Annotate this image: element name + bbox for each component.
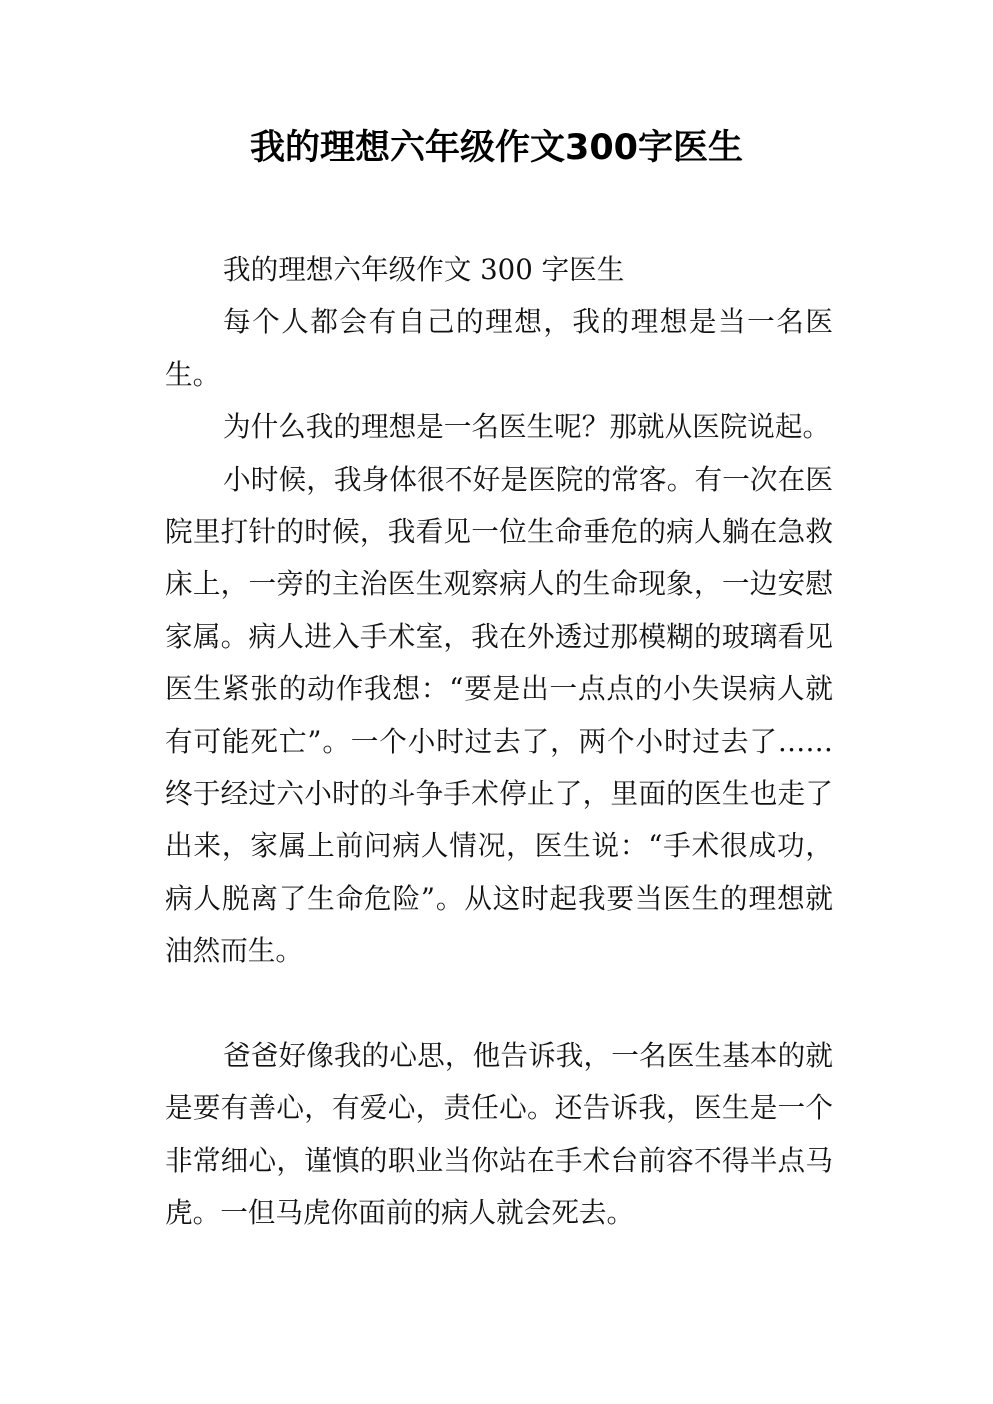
paragraph-question: 为什么我的理想是一名医生呢？那就从医院说起。 [223, 410, 831, 444]
paragraph-intro: 每个人都会有自己的理想，我的理想是当一名医生。 [165, 305, 833, 391]
paragraph-father-advice: 爸爸好像我的心思，他告诉我，一名医生基本的就是要有善心，有爱心，责任心。还告诉我，医生是一个非常细心，谨慎的职业当你站在手术台前容不得半点马虎。一但马虎你面前的病人就会死去。 [165, 1038, 833, 1229]
document-title: 我的理想六年级作文300字医生 [249, 128, 744, 168]
document-body [165, 244, 833, 1239]
paragraph-story: 小时候，我身体很不好是医院的常客。有一次在医院里打针的时候，我看见一位生命垂危的病人躺在急救床上，一旁的主治医生观察病人的生命现象，一边安慰家属。病人进入手术室，我在外透过那模糊的玻璃看见医生紧张的动作我想：“要是出一点点的小失误病人就有可能死亡”。一个小时过去了，两个小时过去了……终于经过六小时的斗争手术停止了，里面的医生也走了出来，家属上前问病人情况，医生说：“手术很成功，病人脱离了生命危险”。从这时起我要当医生的理想就油然而生。 [165, 462, 833, 968]
paragraph-subtitle: 我的理想六年级作文 300 字医生 [223, 253, 625, 286]
